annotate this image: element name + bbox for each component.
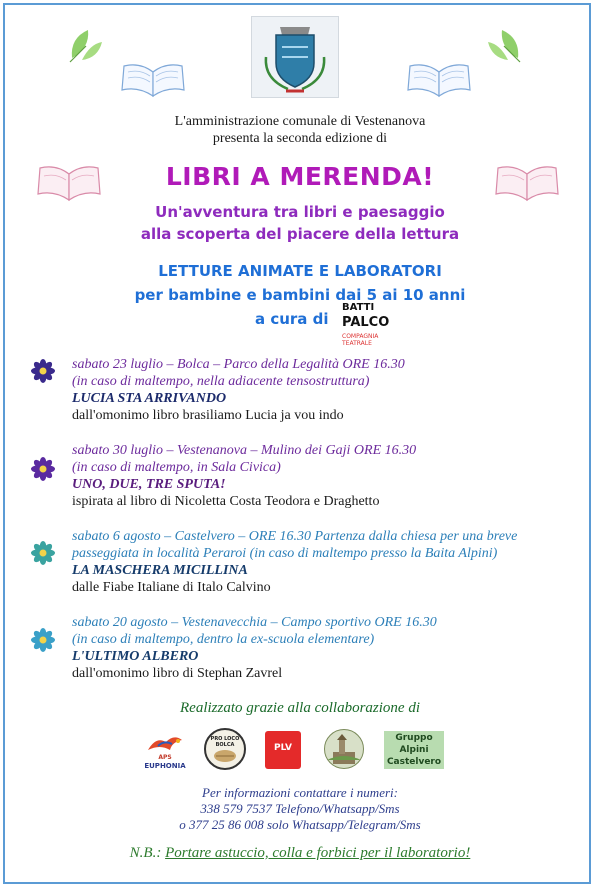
flower-center bbox=[40, 637, 47, 644]
event-description: dall'omonimo libro brasiliamo Lucia ja vou indo bbox=[72, 408, 344, 423]
contact-line-3: o 377 25 86 008 solo Whatsapp/Telegram/Sms bbox=[179, 817, 421, 832]
logo-plv bbox=[265, 731, 301, 769]
event-date: sabato 20 agosto – Vestenavecchia – Campo sportivo ORE 16.30 bbox=[72, 615, 437, 630]
bird-icon bbox=[142, 732, 188, 756]
crest-shield-icon bbox=[252, 17, 338, 97]
event-item bbox=[72, 528, 582, 596]
flower-icon bbox=[29, 455, 57, 483]
event-date: sabato 6 agosto – Castelvero – ORE 16.30 Partenza dalla chiesa per una breve bbox=[72, 529, 518, 544]
flower-icon bbox=[29, 357, 57, 385]
logo-euphonia-bottom: EUPHONIA bbox=[144, 762, 186, 770]
contact-line-1: Per informazioni contattare i numeri: bbox=[202, 785, 398, 800]
event-title: LIBRI A MERENDA! bbox=[165, 162, 435, 191]
logo-castelvero bbox=[324, 729, 364, 769]
flower-icon bbox=[29, 539, 57, 567]
logo-alpini-line1: Gruppo bbox=[395, 733, 433, 743]
logo-pro-loco-bolca bbox=[204, 728, 246, 770]
event-note: (in caso di maltempo, in Sala Civica) bbox=[72, 460, 281, 475]
flower-center bbox=[40, 466, 47, 473]
event-description: ispirata al libro di Nicoletta Costa Teodora e Draghetto bbox=[72, 494, 380, 509]
event-item bbox=[72, 356, 582, 424]
activity-line-1: LETTURE ANIMATE E LABORATORI bbox=[158, 262, 442, 280]
event-book-title: LUCIA STA ARRIVANDO bbox=[72, 391, 227, 406]
open-book-icon bbox=[118, 58, 188, 102]
flower-center bbox=[40, 368, 47, 375]
logo-alpini-line2: Alpini bbox=[399, 745, 429, 755]
fossil-icon bbox=[206, 746, 244, 766]
event-description: dalle Fiabe Italiane di Italo Calvino bbox=[72, 580, 271, 595]
logo-alpini-line3: Castelvero bbox=[386, 757, 442, 767]
subtitle-line-1: Un'avventura tra libri e paesaggio bbox=[155, 203, 445, 221]
event-note: (in caso di maltempo, dentro la ex-scuola elementare) bbox=[72, 632, 375, 647]
nb-prefix: N.B.: bbox=[129, 845, 162, 861]
logo-proloco-text: PRO LOCO BOLCA bbox=[210, 736, 240, 748]
logo-top-text: BATTI bbox=[342, 302, 375, 313]
flower-icon bbox=[29, 626, 57, 654]
logo-gruppo-alpini bbox=[384, 731, 444, 769]
event-item bbox=[72, 614, 582, 682]
event-item bbox=[72, 442, 582, 510]
intro-line-1: L'amministrazione comunale di Vestenanova bbox=[174, 114, 426, 129]
intro-line-2: presenta la seconda edizione di bbox=[212, 131, 388, 146]
logo-euphonia bbox=[142, 732, 188, 772]
subtitle-line-2: alla scoperta del piacere della lettura bbox=[140, 225, 460, 243]
logo-euphonia-top: APS bbox=[158, 754, 172, 761]
battipalco-logo bbox=[336, 302, 394, 346]
event-date: sabato 30 luglio – Vestenanova – Mulino dei Gaji ORE 16.30 bbox=[72, 443, 417, 458]
church-icon bbox=[325, 730, 363, 768]
event-note: (in caso di maltempo, nella adiacente tensostruttura) bbox=[72, 374, 370, 389]
leaf-left-icon bbox=[66, 24, 104, 64]
open-book-icon bbox=[404, 58, 474, 102]
curated-by-label: a cura di bbox=[255, 310, 329, 328]
contact-line-2: 338 579 7537 Telefono/Whatsapp/Sms bbox=[200, 801, 400, 816]
event-book-title: L'ULTIMO ALBERO bbox=[72, 649, 199, 664]
leaf-right-icon bbox=[486, 24, 524, 64]
event-note: passeggiata in località Peraroi (in caso di maltempo presso la Baita Alpini) bbox=[72, 546, 498, 561]
logo-plv-text: PLV bbox=[273, 743, 293, 753]
nb-note bbox=[0, 845, 600, 862]
event-book-title: LA MASCHERA MICILLINA bbox=[72, 563, 248, 578]
flower-center bbox=[40, 550, 47, 557]
event-book-title: UNO, DUE, TRE SPUTA! bbox=[72, 477, 226, 492]
activity-line-2: per bambine e bambini dai 5 ai 10 anni bbox=[134, 286, 466, 304]
logo-sub-text: COMPAGNIA TEATRALE bbox=[342, 333, 379, 347]
event-date: sabato 23 luglio – Bolca – Parco della Legalità ORE 16.30 bbox=[72, 357, 405, 372]
municipal-crest bbox=[251, 16, 339, 98]
nb-text: Portare astuccio, colla e forbici per il laboratorio! bbox=[165, 845, 471, 861]
event-description: dall'omonimo libro di Stephan Zavrel bbox=[72, 666, 283, 681]
logo-name-text: PALCO bbox=[342, 315, 390, 330]
collaboration-heading: Realizzato grazie alla collaborazione di bbox=[180, 700, 420, 716]
